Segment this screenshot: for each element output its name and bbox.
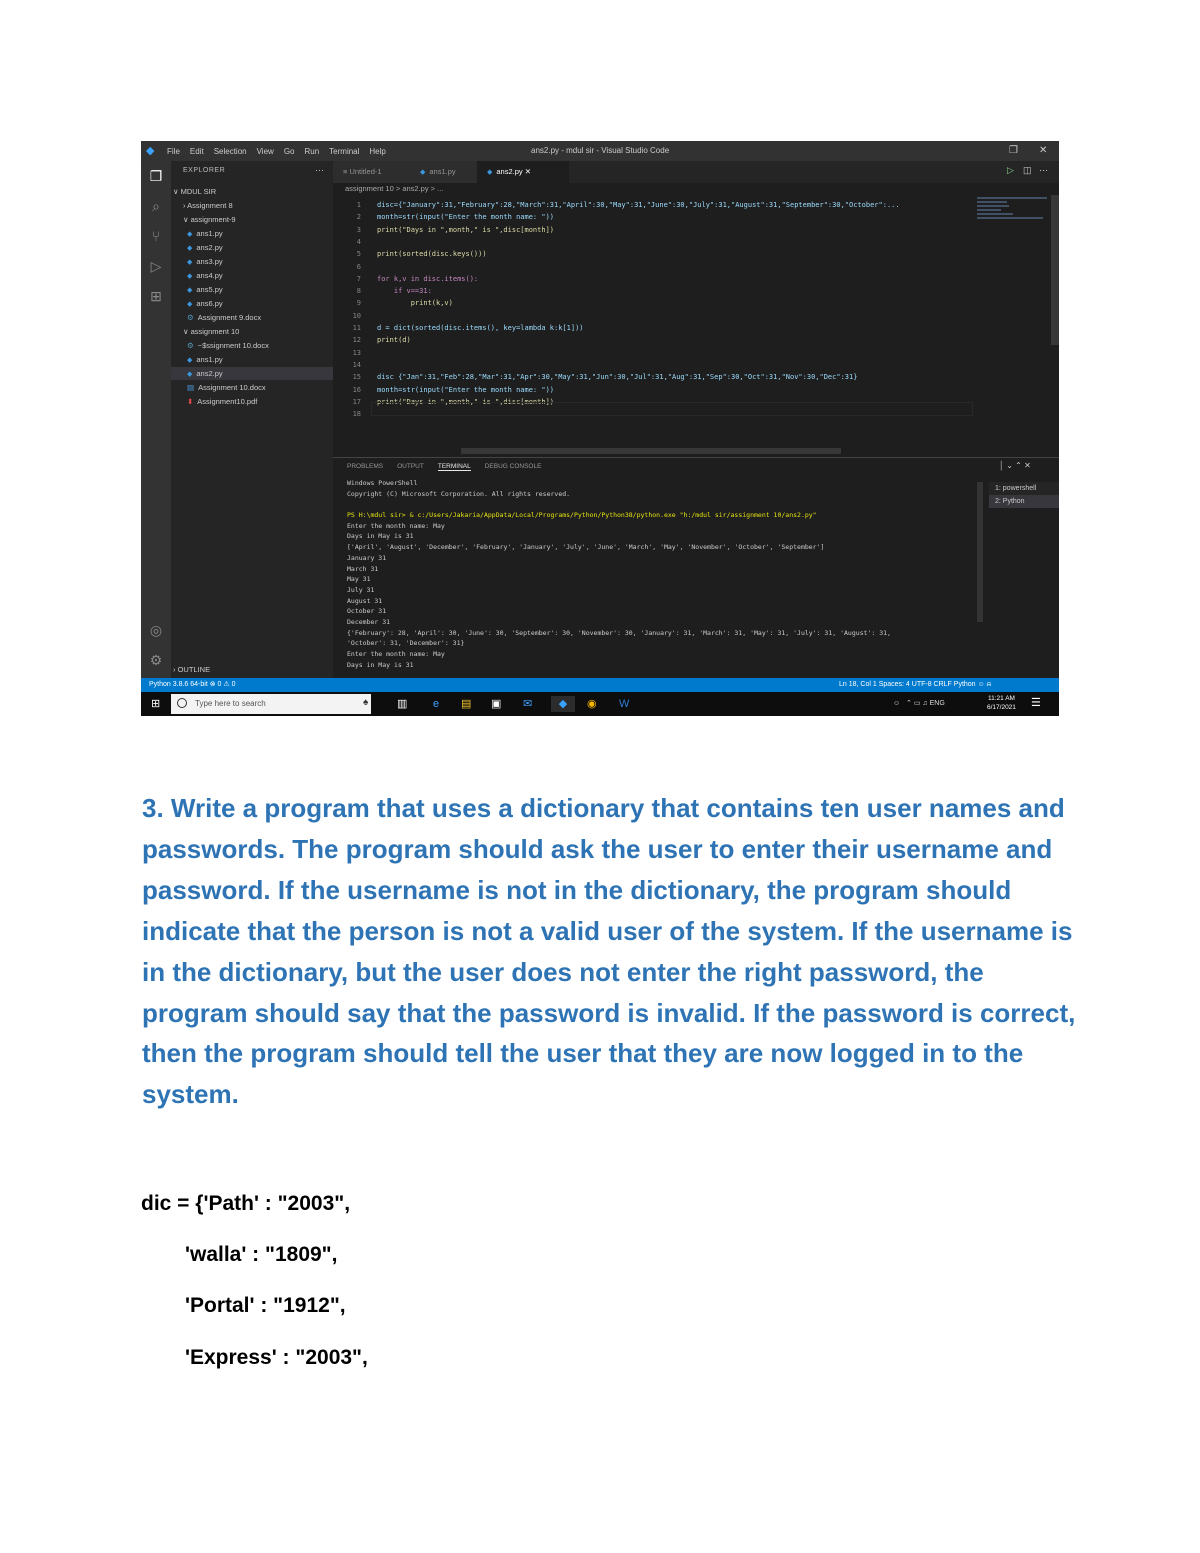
outline-section[interactable]: › OUTLINE — [173, 665, 211, 674]
word-file-icon: ⚙ — [187, 313, 194, 322]
code-text: disc {"Jan":31,"Feb":28,"Mar":31,"Apr":30,"May":31,"Jun":30,"Jul":31,"Aug":31,"Sep":30,"Oct":31,"Nov":30,"Dec":31} — [377, 373, 858, 382]
bottom-panel — [333, 457, 1059, 679]
code-line[interactable] — [333, 261, 377, 273]
tree-file[interactable]: ◆ ans4.py — [187, 271, 223, 280]
minimap-line — [977, 217, 1043, 219]
line-number: 17 — [352, 397, 361, 406]
settings-gear-icon[interactable]: ⚙ — [149, 652, 163, 668]
code-line[interactable] — [333, 359, 377, 371]
code-line[interactable] — [333, 371, 857, 383]
tab-debug-console[interactable]: DEBUG CONSOLE — [484, 463, 542, 470]
code-text: print(d) — [377, 336, 411, 345]
terminal-line: January 31 — [347, 553, 387, 562]
action-center-icon[interactable]: ☰ — [1031, 697, 1041, 709]
menu-selection[interactable]: Selection — [213, 146, 247, 156]
terminal-line — [347, 499, 967, 510]
tree-file[interactable]: ◆ ans2.py — [187, 243, 223, 252]
microphone-icon[interactable]: ♠ — [363, 697, 369, 708]
code-text: d = dict(sorted(disc.items(), key=lambda k:k[1])) — [377, 324, 584, 332]
terminal-instance-python[interactable]: 2: Python — [989, 495, 1059, 508]
editor-horizontal-scrollbar[interactable] — [461, 448, 841, 454]
tree-folder-assignment-10[interactable]: ∨ assignment 10 — [183, 327, 240, 336]
code-text: print(k,v) — [377, 299, 453, 308]
code-editor[interactable] — [333, 195, 973, 455]
dict-code-line: dic = {'Path' : "2003", — [141, 1192, 351, 1215]
tree-file[interactable]: ⚙ Assignment 9.docx — [187, 313, 262, 322]
dict-code-line: 'walla' : "1809", — [185, 1243, 338, 1266]
current-line-highlight — [371, 402, 973, 416]
code-line[interactable] — [333, 285, 432, 297]
code-line[interactable] — [333, 236, 377, 248]
terminal-line: October 31 — [347, 607, 387, 616]
chrome-icon[interactable]: ◉ — [587, 698, 597, 710]
terminal-line: Days in May is 31 — [347, 532, 414, 541]
more-editor-actions-icon[interactable]: ⋯ — [1039, 165, 1048, 175]
tab-output[interactable]: OUTPUT — [397, 463, 424, 470]
menu-edit[interactable]: Edit — [189, 146, 204, 156]
code-line[interactable] — [333, 248, 487, 260]
terminal-line: Copyright (C) Microsoft Corporation. All rights reserved. — [347, 489, 571, 498]
terminal-line: 'October': 31, 'December': 31} — [347, 639, 465, 648]
terminal-line: August 31 — [347, 596, 383, 605]
line-number: 10 — [352, 311, 361, 320]
line-number: 1 — [356, 201, 361, 209]
terminal-line: December 31 — [347, 617, 391, 626]
python-file-icon: ◆ — [187, 259, 193, 266]
window-title: ans2.py - mdul sir - Visual Studio Code — [531, 146, 670, 155]
terminal-line: Enter the month name: May — [347, 650, 445, 658]
line-number: 2 — [356, 213, 361, 222]
minimap-line — [977, 201, 1007, 203]
vscode-screenshot — [141, 141, 1059, 716]
line-number: 3 — [356, 225, 361, 234]
menu-view[interactable]: View — [256, 146, 274, 156]
code-line[interactable] — [333, 297, 453, 309]
vscode-taskbar-icon[interactable]: ◆ — [551, 696, 575, 712]
split-editor-icon[interactable]: ◫ — [1023, 165, 1032, 175]
tree-folder-assignment-9[interactable]: ∨ assignment-9 — [183, 215, 236, 224]
task-view-icon[interactable]: ▥ — [397, 698, 408, 710]
store-icon[interactable]: ▣ — [491, 698, 502, 710]
explorer-icon[interactable]: ❐ — [149, 168, 163, 184]
notification-bell-icon[interactable]: ⍾ — [986, 681, 992, 688]
taskbar-search-box[interactable] — [171, 694, 371, 714]
tree-file[interactable]: ◆ ans3.py — [187, 257, 223, 266]
panel-controls — [999, 461, 1031, 470]
status-bar — [141, 678, 1059, 692]
minimap-line — [977, 197, 1047, 199]
line-number: 13 — [352, 348, 361, 357]
file-icon: ≡ — [343, 167, 350, 176]
feedback-icon[interactable]: ☺ — [977, 681, 985, 688]
code-text: if v==31: — [377, 287, 432, 296]
code-line[interactable] — [333, 322, 584, 334]
menu-help[interactable]: Help — [369, 146, 386, 156]
terminal-line: Days in May is 31 — [347, 660, 414, 669]
menu-file[interactable]: File — [167, 146, 180, 156]
edge-browser-icon[interactable]: e — [433, 698, 440, 710]
close-panel-icon[interactable]: ✕ — [1024, 461, 1031, 470]
vscode-logo-icon: ◆ — [146, 145, 155, 157]
code-line[interactable] — [333, 310, 377, 322]
menu-terminal[interactable]: Terminal — [329, 146, 360, 156]
code-text: print(sorted(disc.keys())) — [377, 250, 487, 259]
minimap-line — [977, 213, 1013, 215]
minimap[interactable] — [977, 195, 1049, 255]
clock-time: 11:21 AM — [987, 695, 1015, 702]
terminal-line: {'February': 28, 'April': 30, 'June': 30, 'September': 30, 'November': 30, 'January': 31, 'March': 31, 'May': 31, 'July': 31, 'August': 31, — [347, 628, 891, 637]
terminal-line: July 31 — [347, 585, 375, 594]
line-number: 15 — [352, 373, 361, 382]
system-tray — [893, 692, 945, 716]
code-text: month=str(input("Enter the month name: ")) — [377, 385, 555, 394]
code-line[interactable] — [333, 224, 554, 236]
tab-untitled[interactable]: ≡ Untitled-1 — [333, 161, 430, 183]
maximize-panel-icon[interactable]: ⌃ — [1015, 461, 1022, 470]
menu-run[interactable]: Run — [304, 146, 320, 156]
terminal-output[interactable] — [347, 478, 967, 670]
more-actions-icon[interactable]: ⋯ — [315, 165, 324, 175]
editor-vertical-scrollbar[interactable] — [1051, 195, 1059, 345]
tree-file[interactable]: ◆ ans5.py — [187, 285, 223, 294]
people-icon[interactable]: ☺ — [893, 700, 901, 707]
terminal-line: ['April', 'August', 'December', 'February', 'January', 'July', 'June', 'March', 'May', 'November', 'October', 'September'] — [347, 543, 825, 552]
account-icon[interactable]: ◎ — [149, 622, 163, 638]
code-text: month=str(input("Enter the month name: ")) — [377, 213, 555, 222]
terminal-line: PS H:\mdul sir> & c:/Users/Jakaria/AppData/Local/Programs/Python/Python38/python.exe "h:/mdul sir/assignment 10/ans2.py" — [347, 511, 817, 520]
split-terminal-icon[interactable]: │ — [999, 461, 1004, 470]
terminal-line: Enter the month name: May — [347, 521, 445, 530]
workspace-folder[interactable]: ∨ MDUL SIR — [173, 187, 217, 196]
tree-file[interactable]: ◆ ans1.py — [187, 355, 223, 364]
windows-start-icon[interactable]: ⊞ — [151, 698, 161, 710]
title-bar — [141, 141, 1059, 161]
line-number: 12 — [352, 336, 361, 345]
line-number: 6 — [356, 262, 361, 271]
code-text: for k,v in disc.items(): — [377, 274, 479, 283]
python-file-icon: ◆ — [187, 245, 193, 252]
breadcrumb[interactable]: assignment 10 > ans2.py > ... — [345, 184, 444, 193]
python-file-icon: ◆ — [187, 231, 193, 238]
python-file-icon: ◆ — [420, 169, 426, 176]
tab-ans1[interactable]: ◆ ans1.py — [410, 161, 497, 183]
file-explorer-icon[interactable]: ▤ — [461, 698, 472, 710]
code-line[interactable] — [333, 211, 554, 223]
line-number: 9 — [356, 299, 361, 308]
question-text: 3. Write a program that uses a dictionary that contains ten user names and passwords. The program should ask the user to enter their username and password. If the username is not in the dictionary, the program should indicate that the person is not a valid user of the system. If the username is in the dictionary, but the user does not enter the right password, the program should say that the password is invalid. If the password is correct, then the program should tell the user that they are now logged in to the system. — [142, 793, 1076, 1110]
pdf-file-icon: ⬍ — [187, 397, 194, 406]
tree-file[interactable]: ◆ ans6.py — [187, 299, 223, 308]
document-file-icon: ▤ — [187, 383, 195, 392]
status-left[interactable]: Python 3.8.6 64-bit ⊗ 0 ⚠ 0 — [149, 681, 236, 688]
close-tab-icon[interactable]: ✕ — [524, 167, 532, 176]
run-python-icon[interactable]: ▷ — [1007, 165, 1014, 175]
restore-window-icon[interactable]: ❐ — [1009, 145, 1018, 156]
line-number: 8 — [356, 287, 361, 296]
activity-bar — [141, 161, 171, 678]
code-line[interactable] — [333, 384, 554, 396]
word-file-icon: ⚙ — [187, 341, 194, 350]
status-right: Ln 18, Col 1 Spaces: 4 UTF-8 CRLF Python ☺ ⍾ — [839, 681, 992, 688]
chevron-down-icon[interactable]: ⌄ — [1006, 461, 1013, 470]
tree-file[interactable]: ⬍ Assignment10.pdf — [187, 397, 258, 406]
terminal-instance-powershell[interactable]: 1: powershell — [995, 485, 1037, 492]
dict-code-line: 'Express' : "2003", — [185, 1346, 368, 1369]
line-number: 14 — [352, 360, 361, 369]
run-debug-icon[interactable]: ▷ — [150, 258, 162, 274]
tree-folder-assignment-8[interactable]: › Assignment 8 — [183, 201, 233, 210]
python-file-icon: ◆ — [187, 287, 193, 294]
tree-file[interactable]: ◆ ans1.py — [187, 229, 223, 238]
extensions-icon[interactable]: ⊞ — [150, 288, 162, 304]
code-line[interactable] — [333, 199, 900, 211]
tree-file-selected[interactable]: ◆ ans2.py — [171, 367, 333, 380]
code-line[interactable] — [333, 347, 377, 359]
line-number: 5 — [356, 250, 361, 259]
mail-icon[interactable]: ✉ — [523, 698, 533, 710]
search-placeholder: Type here to search — [195, 699, 266, 708]
terminal-line: March 31 — [347, 564, 379, 573]
minimap-line — [977, 209, 1001, 211]
terminal-scrollbar[interactable] — [977, 482, 983, 622]
word-icon[interactable]: W — [619, 698, 630, 710]
explorer-header: EXPLORER — [183, 167, 226, 174]
language-indicator[interactable]: ENG — [929, 700, 945, 707]
show-hidden-icons-icon[interactable]: ⌃ — [906, 700, 912, 707]
python-file-icon: ◆ — [187, 357, 193, 364]
line-number: 18 — [352, 410, 361, 419]
menu-go[interactable]: Go — [283, 146, 295, 156]
tab-terminal[interactable]: TERMINAL — [437, 463, 471, 470]
code-text: disc={"January":31,"February":28,"March":31,"April":30,"May":31,"June":30,"July":31,"August":31,"September":30,"October":... — [377, 201, 900, 209]
tree-file[interactable]: ▤ Assignment 10.docx — [187, 383, 266, 392]
python-file-icon: ◆ — [487, 169, 493, 176]
code-line[interactable] — [333, 273, 478, 285]
line-number: 11 — [352, 324, 361, 332]
python-file-icon: ◆ — [187, 371, 193, 378]
tree-file[interactable]: ⚙ ~$ssignment 10.docx — [187, 341, 269, 350]
terminal-line: May 31 — [347, 575, 371, 584]
line-number: 16 — [352, 385, 361, 394]
cortana-icon — [177, 698, 187, 708]
python-file-icon: ◆ — [187, 273, 193, 280]
clock[interactable] — [987, 694, 1016, 712]
volume-icon[interactable]: ♫ — [922, 700, 928, 707]
windows-taskbar — [141, 692, 1059, 716]
line-number: 7 — [356, 274, 361, 283]
code-text: print("Days in ",month," is ",disc[month]) — [377, 397, 555, 406]
search-icon[interactable]: ⌕ — [152, 198, 160, 214]
minimap-line — [977, 205, 1009, 207]
terminal-list — [989, 482, 1059, 508]
dict-code-line: 'Portal' : "1912", — [185, 1294, 346, 1317]
terminal-line: Windows PowerShell — [347, 479, 418, 487]
line-number: 4 — [356, 237, 361, 246]
source-control-icon[interactable]: ⑂ — [151, 228, 161, 244]
python-file-icon: ◆ — [187, 301, 193, 308]
panel-tabs — [347, 463, 541, 471]
menu-bar — [167, 141, 386, 161]
tab-ans2[interactable]: ◆ ans2.py ✕ — [477, 161, 570, 183]
explorer-sidebar — [171, 161, 333, 678]
battery-icon[interactable]: ▭ — [913, 700, 921, 707]
code-text: print("Days in ",month," is ",disc[month]) — [377, 225, 555, 234]
tab-problems[interactable]: PROBLEMS — [347, 463, 384, 470]
code-line[interactable] — [333, 334, 411, 346]
clock-date: 6/17/2021 — [987, 704, 1016, 711]
editor-tabs — [333, 161, 1059, 183]
close-window-icon[interactable]: ✕ — [1039, 145, 1048, 156]
